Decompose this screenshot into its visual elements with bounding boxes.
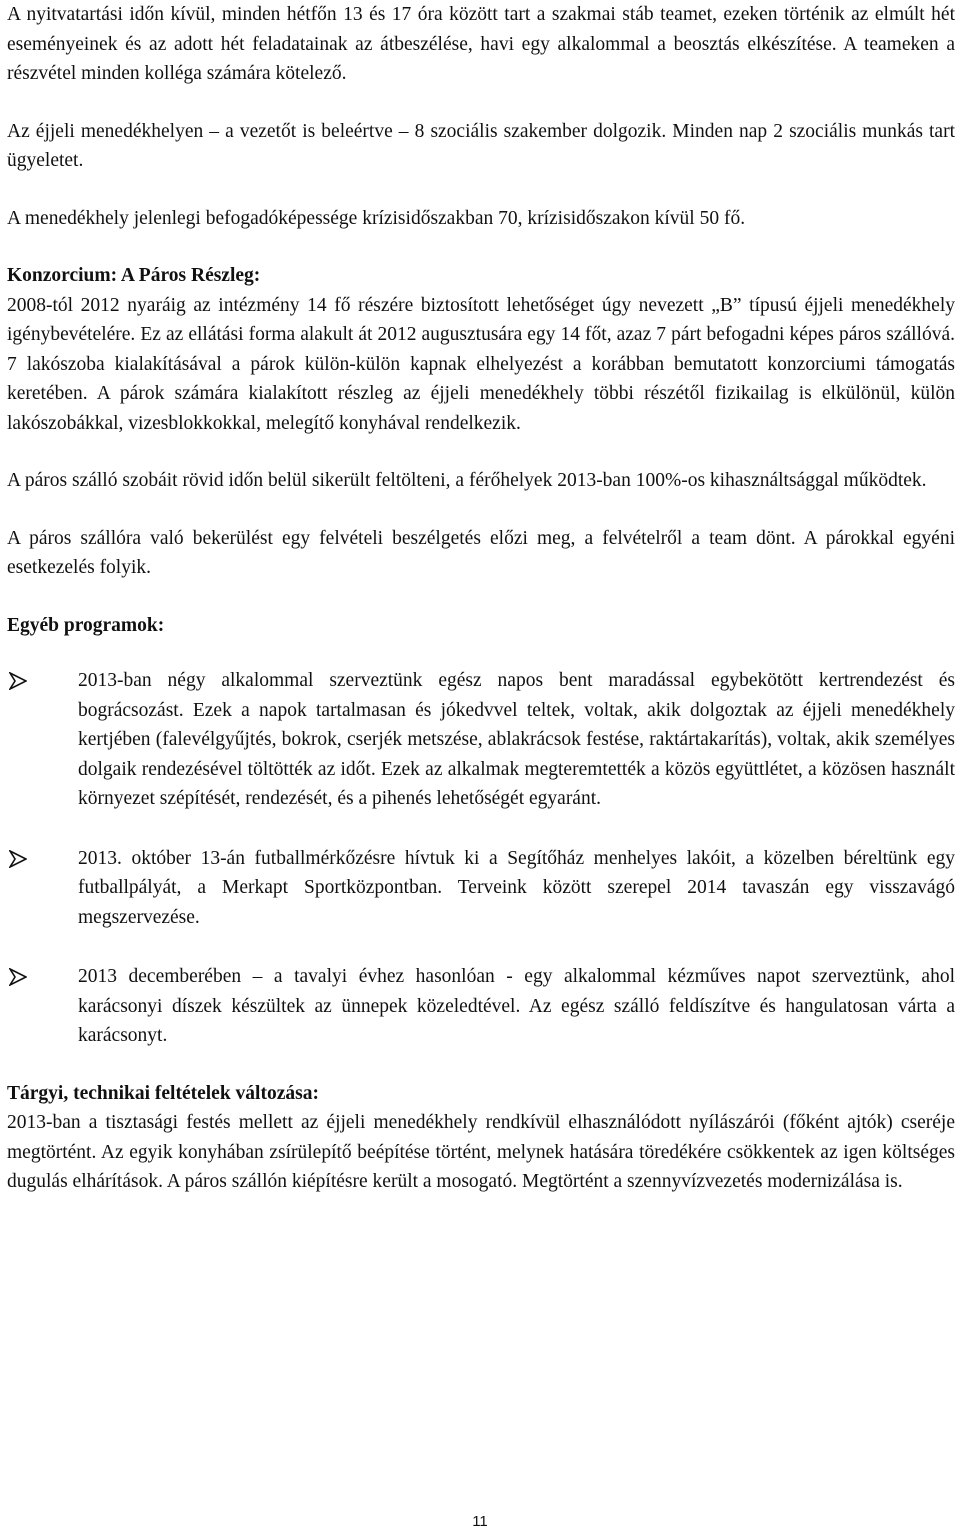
program-list [7,666,955,1051]
egyeb-programok-heading: Egyéb programok: [7,614,165,636]
list-item [7,666,955,814]
paragraph-occupancy: A páros szálló szobáit rövid időn belül sikerült feltölteni, a férőhelyek 2013-ban 100%-os kihasználtsággal működtek. [7,470,927,491]
paragraph-admission: A páros szállóra való bekerülést egy felvételi beszélgetés előzi meg, a felvételről a team dönt. A párokkal egyéni esetkezelés folyik. [7,527,955,578]
paragraph-targyi: 2013-ban a tisztasági festés mellett az éjjeli menedékhely rendkívül elhasználódott nyílászárói (főként ajtók) cseréje megtörtént. Az egyik konyhában zsírülepítő beépítése történt, melynek hatására töredékére csökkentek az igen költséges dugulás elhárítások. A páros szállón kiépítésre került a mosogató. Megtörtént a szennyvízvezetés modernizálása is. [7,1112,955,1192]
paragraph-opening-hours: A nyitvatartási időn kívül, minden hétfőn 13 és 17 óra között tart a szakmai stáb teamet, ezeken történik az elmúlt hét eseményeinek és az adott hét feladatainak az átbeszélése, havi egy alkalommal a beosztás elkészítése. A teameken a részvétel minden kolléga számára kötelező. [7,4,955,84]
targyi-heading: Tárgyi, technikai feltételek változása: [7,1082,319,1104]
arrowhead-bullet-icon [9,968,27,986]
paragraph-staff: Az éjjeli menedékhelyen – a vezetőt is beleértve – 8 szociális szakember dolgozik. Minden nap 2 szociális munkás tart ügyeletet. [7,120,955,171]
list-item-text: 2013 decemberében – a tavalyi évhez hasonlóan - egy alkalommal kézműves napot szerveztünk, ahol karácsonyi díszek készültek az ünnepek közeledtével. Az egész szálló feldíszítve és hangulatosan várta a karácsonyt. [78,966,955,1046]
list-item-text: 2013. október 13-án futballmérkőzésre hívtuk ki a Segítőház menhelyes lakóit, a közelben béreltünk egy futballpályát, a Merkapt Sportközpontban. Terveink között szerepel 2014 tavaszán egy visszavágó megszervezése. [78,847,955,928]
list-item-text: 2013-ban négy alkalommal szerveztünk egész napos bent maradással egybekötött kertrendezést és bográcsozást. Ezek a napok tartalmasan és jókedvvel teltek, voltak, akik dolgoztak az éjjeli menedékhely kertjében (falevélgyűjtés, bokrok, cserjék metszése, ablakrácsok festése, raktártakarítás), voltak, akik személyes dolgaik rendezésével töltötték az időt. Ezek az alkalmak megteremtették a közös együttlétet, a közösen használt környezet szépítését, rendezését, és a pihenés lehetőségét egyaránt. [78,670,955,809]
arrowhead-bullet-icon [9,672,27,690]
section-konzorcium [7,261,955,438]
list-item [7,844,955,933]
paragraph-paros-reszleg: 2008-tól 2012 nyaráig az intézmény 14 fő részére biztosított lehetőséget úgy nevezett „B” típusú éjjeli menedékhely igénybevételére. Ez az ellátási forma alakult át 2012 augusztusára egy 14 főt, azaz 7 párt befogadni képes páros szállóvá. 7 lakószoba kialakításával a párok külön-külön kapnak elhelyezést a korábban bemutatott konzorciumi támogatás keretében. A párok számára kialakított részleg az éjjeli menedékhely többi részétől fizikailag is elkülönül, külön lakószobákkal, vizesblokkokkal, melegítő konyhával rendelkezik. [7,294,955,434]
list-item [7,962,955,1051]
konzorcium-heading: Konzorcium: A Páros Részleg: [7,265,261,286]
page-number: 11 [472,1513,488,1530]
section-targyi-feltetelek [7,1079,955,1197]
paragraph-capacity: A menedékhely jelenlegi befogadóképessége krízisidőszakban 70, krízisidőszakon kívül 50 fő. [7,207,746,229]
document-page [7,0,955,1197]
arrowhead-bullet-icon [9,850,27,868]
